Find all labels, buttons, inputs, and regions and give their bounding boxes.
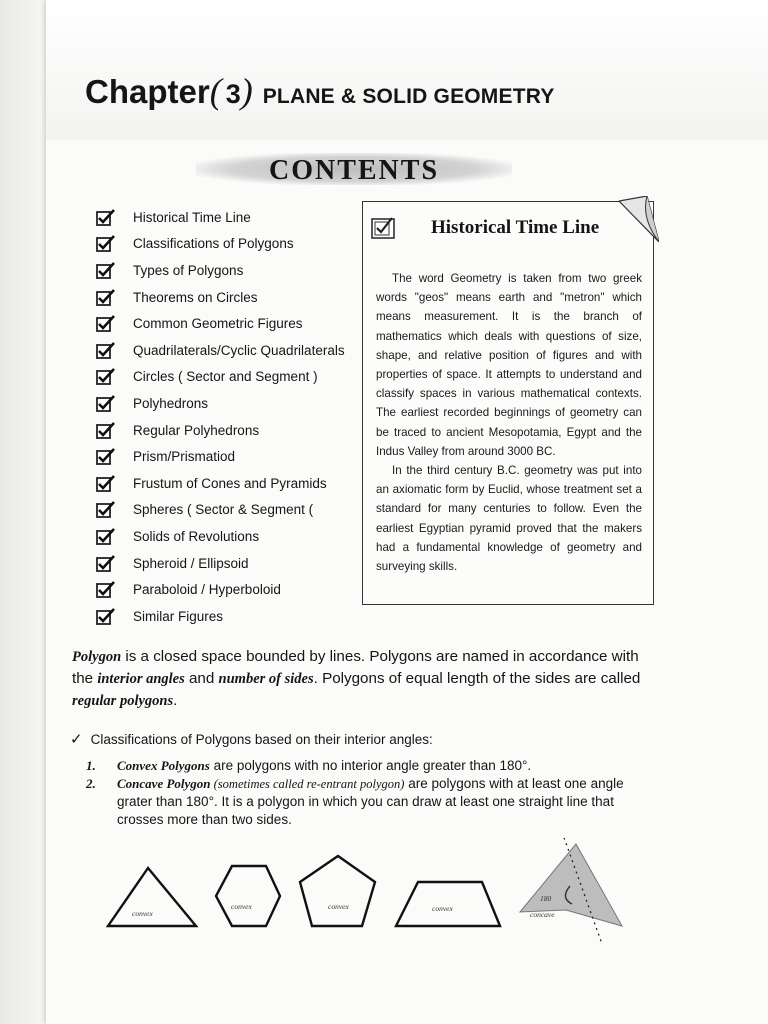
toc-item[interactable] xyxy=(96,550,345,577)
chapter-word: Chapter xyxy=(85,73,210,110)
toc-item[interactable] xyxy=(96,497,345,524)
checkbox-icon xyxy=(96,528,116,545)
page-curl-icon xyxy=(619,196,659,242)
checkbox-icon xyxy=(96,289,116,306)
classification-heading xyxy=(70,730,433,748)
item-body xyxy=(117,775,656,829)
toc-label: Circles ( Sector and Segment ) xyxy=(133,369,318,385)
historical-timeline-box xyxy=(362,201,654,605)
toc-label: Spheres ( Sector & Segment ( xyxy=(133,502,314,518)
toc-item[interactable] xyxy=(96,470,345,497)
toc-label: Historical Time Line xyxy=(133,209,251,225)
checkbox-icon xyxy=(96,368,116,385)
convex-hexagon xyxy=(216,866,280,926)
table-of-contents xyxy=(96,204,345,630)
box-paragraph: The word Geometry is taken from two greek words "geos" means earth and "metron" which means measurement. It is the branch of mathematics which deals with questions of size, shape, and relative position of figures and with properties of space. It attempts to understand and classify spaces in various mathematical contexts. The earliest recorded beginnings of geometry can be traced to ancient Mesopotamia, Egypt and the Indus Valley from around 3000 BC. xyxy=(376,272,642,458)
item-number: 1. xyxy=(86,758,96,773)
toc-item[interactable] xyxy=(96,523,345,550)
page-gutter xyxy=(0,0,46,1024)
item-text: are polygons with no interior angle greater than 180°. xyxy=(209,758,532,773)
list-item xyxy=(86,757,656,775)
toc-item[interactable] xyxy=(96,417,345,444)
shape-label: convex xyxy=(132,909,153,918)
angle-label: 180 xyxy=(540,894,552,903)
toc-label: Solids of Revolutions xyxy=(133,528,260,544)
toc-item[interactable] xyxy=(96,364,345,391)
contents-heading: CONTENTS xyxy=(268,155,440,186)
definition-text: is a closed space bounded by lines. Polygons are named in accordance with the xyxy=(72,648,639,687)
checkbox-icon xyxy=(96,315,116,332)
checkbox-icon xyxy=(96,608,116,625)
checkbox-icon xyxy=(96,395,116,412)
toc-item[interactable] xyxy=(96,337,345,364)
toc-item[interactable] xyxy=(96,231,345,258)
polygon-figures xyxy=(100,838,660,948)
item-text: are polygons with at least one angle grater than 180°. It is a polygon in which you can draw at least one straight line that crosses more than two sides. xyxy=(117,776,624,827)
shape-label: convex xyxy=(231,902,252,911)
checkbox-icon xyxy=(96,235,116,252)
polygon-term: Polygon xyxy=(72,649,122,665)
emphasis-text: number of sides xyxy=(218,671,314,687)
checkbox-icon xyxy=(96,581,116,598)
checkbox-icon xyxy=(96,475,116,492)
checkbox-icon xyxy=(96,422,116,439)
toc-label: Theorems on Circles xyxy=(133,289,258,305)
toc-item[interactable] xyxy=(96,310,345,337)
item-note: (sometimes called re-entrant polygon) xyxy=(210,777,405,791)
toc-label: Similar Figures xyxy=(133,608,224,624)
toc-label: Paraboloid / Hyperboloid xyxy=(133,582,281,598)
box-title: Historical Time Line xyxy=(431,217,600,238)
emphasis-text: regular polygons xyxy=(72,693,174,709)
toc-label: Types of Polygons xyxy=(133,262,244,278)
convex-pentagon xyxy=(300,856,375,926)
list-item xyxy=(86,775,656,829)
definition-text: . Polygons of equal length of the sides are called xyxy=(313,670,641,687)
toc-item[interactable] xyxy=(96,204,345,231)
toc-item[interactable] xyxy=(96,390,345,417)
chapter-close-paren: ) xyxy=(240,71,253,111)
checkbox-icon xyxy=(96,448,116,465)
checkbox-icon xyxy=(96,262,116,279)
toc-label: Regular Polyhedrons xyxy=(133,422,260,438)
toc-label: Prism/Prismatiod xyxy=(133,449,236,465)
toc-item[interactable] xyxy=(96,443,345,470)
polygon-illustrations xyxy=(100,838,660,948)
item-body xyxy=(117,757,531,775)
definition-text: . xyxy=(173,692,178,709)
box-paragraph: In the third century B.C. geometry was put into an axiomatic form by Euclid, whose treatment set a standard for many centuries to follow. Even the earliest Egyptian pyramid proved that the makers had a fundamental knowledge of geometry and surveying skills. xyxy=(376,464,642,574)
toc-label: Spheroid / Ellipsoid xyxy=(133,555,249,571)
definition-text: and xyxy=(184,670,219,687)
toc-label: Polyhedrons xyxy=(133,395,209,411)
chapter-subtitle: PLANE & SOLID GEOMETRY xyxy=(262,85,555,108)
checkbox-icon xyxy=(96,342,116,359)
chapter-open-paren: ( xyxy=(209,71,222,111)
contents-banner xyxy=(196,153,512,185)
checkbox-icon xyxy=(96,209,116,226)
polygon-definition xyxy=(72,646,642,712)
item-term: Concave Polygon xyxy=(117,776,211,791)
checkbox-icon xyxy=(96,555,116,572)
classification-heading-text: Classifications of Polygons based on their interior angles: xyxy=(90,731,433,747)
box-header xyxy=(371,216,599,240)
classification-list xyxy=(86,757,656,829)
shape-label: concave xyxy=(530,910,555,919)
toc-item[interactable] xyxy=(96,284,345,311)
chapter-title xyxy=(85,70,555,112)
toc-item[interactable] xyxy=(96,257,345,284)
toc-label: Classifications of Polygons xyxy=(133,236,294,252)
checkbox-icon xyxy=(96,501,116,518)
checkbox-icon xyxy=(371,216,397,240)
toc-item[interactable] xyxy=(96,576,345,603)
toc-item[interactable] xyxy=(96,603,345,630)
check-mark-icon: ✓ xyxy=(70,731,83,748)
item-number: 2. xyxy=(86,776,96,791)
item-term: Convex Polygons xyxy=(117,758,210,773)
shape-label: convex xyxy=(328,902,349,911)
toc-label: Common Geometric Figures xyxy=(133,316,303,332)
chapter-number: 3 xyxy=(225,79,241,109)
shape-label: convex xyxy=(432,904,453,913)
emphasis-text: interior angles xyxy=(97,671,185,687)
box-body xyxy=(376,269,642,576)
toc-label: Frustum of Cones and Pyramids xyxy=(133,475,327,491)
toc-label: Quadrilaterals/Cyclic Quadrilaterals xyxy=(133,342,345,358)
